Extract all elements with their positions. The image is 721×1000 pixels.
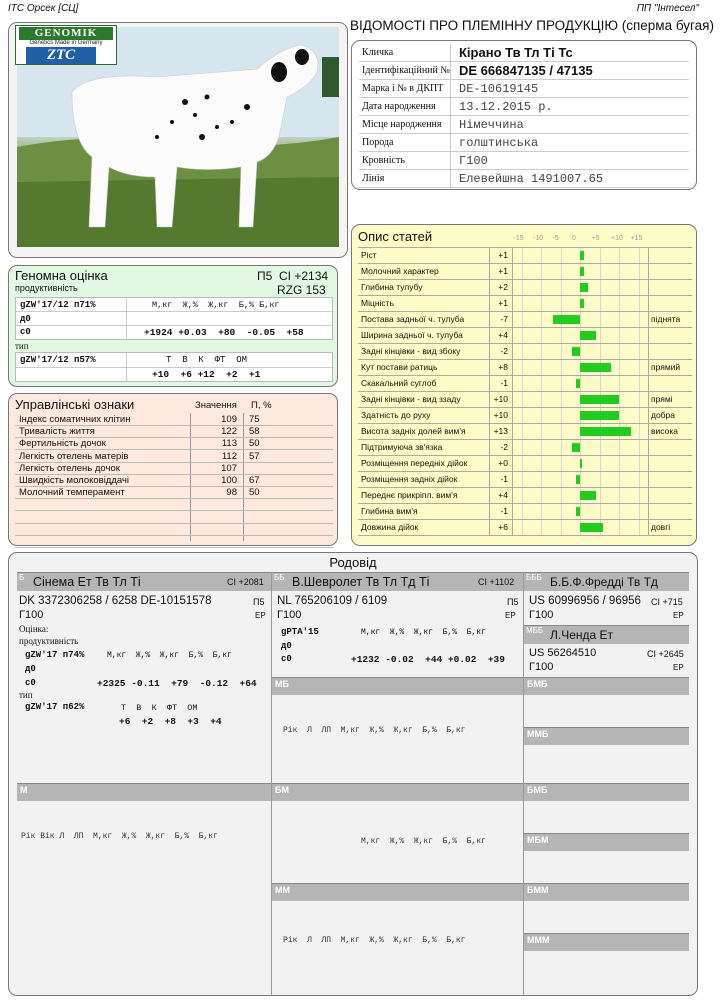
mgmt-col-percent: П, % — [251, 400, 272, 411]
pedigree-bmb-header — [524, 677, 689, 695]
opis-bar — [576, 475, 580, 484]
mgmt-col-value: Значення — [195, 400, 237, 411]
mgmt-row-percent: 67 — [249, 475, 260, 486]
info-row — [359, 62, 689, 80]
info-key: Ідентифікаційний № — [359, 62, 451, 80]
opis-trait-name: Висота задніх долей вим'я — [361, 426, 466, 436]
info-value: Кірано Тв Тл Ті Тс — [459, 45, 573, 60]
info-key: Кличка — [359, 44, 451, 62]
opis-tick-label: -5 — [552, 235, 559, 242]
b-tv: +6 +2 +8 +3 +4 — [119, 716, 222, 727]
mbb-ep: ЕР — [673, 663, 684, 672]
opis-bar — [580, 299, 584, 308]
mbb-id: US 56264510 — [529, 647, 597, 659]
opis-title: Опис статей — [358, 229, 433, 244]
opis-trait-value: +2 — [498, 282, 508, 292]
opis-trait-value: +10 — [493, 394, 508, 404]
info-row — [359, 116, 689, 134]
b-p5: П5 — [253, 597, 265, 607]
pedigree-mm-header-tag: ММ — [275, 885, 290, 895]
tag-bbb: БББ — [526, 573, 542, 582]
b-tip: тип — [19, 690, 33, 700]
mgmt-row-value: 112 — [221, 450, 237, 462]
opis-trait-value: +13 — [493, 426, 508, 436]
info-key: Дата народження — [359, 98, 451, 116]
genome-rzg: RZG 153 — [277, 283, 326, 297]
header-left: ITC Орсек [СЦ] — [8, 3, 79, 14]
genomik-ztc-logo: GENOMIK Genetics Made in Germany ZTC — [15, 25, 117, 65]
opis-bar — [580, 283, 588, 292]
page-title: ВІДОМОСТІ ПРО ПЛЕМІННУ ПРОДУКЦІЮ (сперма бугая) — [350, 18, 714, 33]
opis-trait-name: Задні кінцівки - вид збоку — [361, 346, 461, 356]
genome-ci: CI +2134 — [279, 269, 329, 283]
info-row — [359, 152, 689, 170]
pedigree-bmm-header — [524, 883, 689, 901]
opis-tick-label: +15 — [630, 235, 643, 242]
genome-type-values: +10 +6 +12 +2 +1 — [152, 369, 261, 380]
opis-trait-name: Підтримуюча зв'язка — [361, 442, 443, 452]
opis-trait-desc: добра — [651, 410, 676, 420]
mgmt-row-value: 98 — [226, 487, 237, 499]
m-cols: Рік Вік Л ЛП М,кг Ж,% Ж,кг Б,% Б,кг — [21, 832, 218, 841]
info-row — [359, 170, 689, 188]
info-key: Марка і № в ДКПТ — [359, 80, 451, 98]
mgmt-row-label: Молочний темперамент — [19, 487, 125, 499]
pedigree-mbm-header — [524, 833, 689, 851]
opis-trait-value: +1 — [498, 250, 508, 260]
pedigree-bm-header-tag: БМ — [275, 785, 289, 795]
opis-trait-name: Глибина тулубу — [361, 282, 423, 292]
b-ocinka: Оцінка: — [19, 624, 49, 634]
genome-type-label: тип — [15, 341, 29, 351]
mgmt-title: Управлінські ознаки — [15, 397, 135, 412]
opis-trait-value: +8 — [498, 362, 508, 372]
genome-prod-label: продуктивність — [15, 283, 78, 293]
opis-bar — [580, 427, 631, 436]
b-cols: М,кг Ж,% Ж,кг Б,% Б,кг — [107, 651, 232, 660]
bb-name: В.Шевролет Тв Тл Тд Ті — [292, 575, 430, 589]
opis-tick-label: -10 — [533, 235, 544, 242]
b-cols2: Т В К ФТ ОМ — [121, 703, 198, 713]
bb-c0v: +1232 -0.02 +44 +0.02 +39 — [351, 654, 505, 665]
pedigree-mm-header — [272, 883, 523, 901]
info-value: Німеччина — [459, 118, 524, 132]
b-h: gZW'17 п74% — [25, 650, 85, 660]
pedigree-m-header — [17, 783, 271, 801]
bbb-g: Г100 — [529, 609, 554, 621]
mbb-name: Л.Ченда Ет — [550, 628, 614, 642]
genome-prod-cols: М,кг Ж,% Ж,кг Б,% Б,кг — [152, 300, 280, 310]
b-id: DK 3372306258 / 6258 DE-10151578 — [19, 595, 212, 607]
genomic-evaluation-panel — [8, 265, 338, 387]
bb-ep: ЕР — [505, 611, 516, 620]
opis-trait-name: Глибина вим'я — [361, 506, 418, 516]
b-prod: продуктивність — [19, 636, 79, 646]
mgmt-row-percent: 50 — [249, 487, 260, 499]
genome-type-table — [15, 352, 333, 382]
b-c0v: +2325 -0.11 +79 -0.12 +64 — [97, 678, 257, 689]
genome-p5: П5 — [257, 269, 273, 283]
opis-trait-name: Міцність — [361, 298, 394, 308]
opis-trait-value: +1 — [498, 266, 508, 276]
opis-bar — [572, 443, 580, 452]
opis-trait-desc: піднята — [651, 314, 681, 324]
mgmt-row-percent: 50 — [249, 438, 260, 450]
genome-prod-table — [15, 297, 333, 340]
opis-trait-name: Молочний характер — [361, 266, 439, 276]
info-key: Кровність — [359, 152, 451, 170]
pedigree-mbm-header-tag: МБМ — [527, 835, 549, 845]
opis-bar — [580, 411, 619, 420]
header-right: ПП "Інтесел" — [636, 3, 699, 14]
opis-bar — [580, 459, 582, 468]
bb-c0: с0 — [281, 654, 292, 664]
mgmt-row-percent: 58 — [249, 426, 260, 438]
opis-trait-name: Розміщення задніх дійок — [361, 474, 458, 484]
opis-bar — [553, 315, 580, 324]
opis-trait-value: +10 — [493, 410, 508, 420]
opis-trait-value: -1 — [500, 378, 508, 388]
opis-trait-value: -7 — [500, 314, 508, 324]
opis-trait-value: +1 — [498, 298, 508, 308]
mgmt-row-label: Тривалість життя — [19, 426, 95, 438]
opis-trait-name: Розміщення передніх дійок — [361, 458, 468, 468]
genome-type-cols: Т В К ФТ ОМ — [166, 355, 248, 365]
opis-bar — [576, 379, 580, 388]
tag-mbb: МББ — [526, 626, 544, 635]
opis-trait-value: +4 — [498, 490, 508, 500]
conformation-panel — [351, 224, 697, 546]
b-d0: д0 — [25, 664, 36, 674]
bull-photo-frame — [8, 22, 348, 258]
bbb-ci: CI +715 — [651, 597, 683, 607]
opis-tick-label: +10 — [611, 235, 623, 242]
opis-trait-value: +0 — [498, 458, 508, 468]
mgmt-row-label: Легкість отелень дочок — [19, 462, 120, 474]
opis-trait-value: -2 — [500, 442, 508, 452]
opis-trait-desc: прямі — [651, 394, 673, 404]
info-row — [359, 44, 689, 62]
pedigree-bmb2-header — [524, 783, 689, 801]
opis-trait-name: Задні кінцівки - вид ззаду — [361, 394, 461, 404]
mbb-g: Г100 — [529, 661, 554, 673]
opis-tick-label: 0 — [572, 235, 576, 242]
mgmt-row-value: 113 — [221, 438, 237, 450]
info-row — [359, 134, 689, 152]
mgmt-row-percent: 75 — [249, 414, 260, 425]
pedigree-bb-header — [272, 572, 523, 591]
mgmt-row-percent: 57 — [249, 450, 260, 462]
b-name: Сінема Ет Тв Тл Ті — [33, 575, 141, 589]
genome-title: Геномна оцінка — [15, 268, 108, 283]
opis-trait-name: Ширина задньої ч. тулуба — [361, 330, 463, 340]
tag-b: Б — [19, 573, 25, 582]
info-key: Лінія — [359, 170, 451, 188]
info-row — [359, 80, 689, 98]
opis-trait-name: Переднє прикріпл. вим'я — [361, 490, 458, 500]
opis-trait-value: +4 — [498, 330, 508, 340]
mgmt-row-value: 100 — [221, 475, 237, 486]
pedigree-mb-header — [272, 677, 523, 695]
mgmt-row-label: Індекс соматичних клітин — [19, 414, 131, 425]
pedigree-bmm-header-tag: БММ — [527, 885, 549, 895]
opis-tick-label: +5 — [591, 235, 600, 242]
mm-cols: Рік Л ЛП М,кг Ж,% Ж,кг Б,% Б,кг — [283, 936, 466, 945]
info-value: Елевейшна 1491007.65 — [459, 172, 604, 186]
pedigree-mmb-header — [524, 727, 689, 745]
opis-trait-name: Скакальний суглоб — [361, 378, 437, 388]
mgmt-row-label: Фертильність дочок — [19, 438, 106, 450]
opis-trait-name: Кут постави ратиць — [361, 362, 438, 372]
opis-bar — [580, 395, 619, 404]
mb-cols: Рік Л ЛП М,кг Ж,% Ж,кг Б,% Б,кг — [283, 726, 466, 735]
pedigree-mb-header-tag: МБ — [275, 679, 289, 689]
genome-prod-header: gZW'17/12 п71% — [20, 300, 96, 310]
pedigree-mmb-header-tag: ММБ — [527, 729, 549, 739]
info-value: голштинська — [459, 136, 539, 150]
tag-bb: ББ — [274, 573, 285, 582]
bb-cols: М,кг Ж,% Ж,кг Б,% Б,кг — [361, 628, 486, 637]
bb-ci: CI +1102 — [478, 577, 515, 587]
opis-trait-name: Здатність до руху — [361, 410, 431, 420]
b-h2: gZW'17 п62% — [25, 702, 85, 712]
opis-trait-value: -1 — [500, 506, 508, 516]
genome-type-header: gZW'17/12 п57% — [20, 355, 96, 365]
opis-bar — [572, 347, 580, 356]
info-value: DE-10619145 — [459, 82, 539, 96]
opis-bar — [580, 363, 611, 372]
opis-trait-value: -1 — [500, 474, 508, 484]
bb-id: NL 765206109 / 6109 — [277, 595, 388, 607]
pedigree-b-header — [17, 572, 271, 591]
pedigree-panel — [8, 552, 698, 996]
pedigree-bbb-header — [524, 572, 689, 591]
info-row — [359, 98, 689, 116]
genome-d0: д0 — [20, 314, 31, 324]
opis-trait-desc: довгі — [651, 522, 671, 532]
mgmt-row-value: 109 — [221, 414, 237, 425]
opis-bar — [580, 331, 596, 340]
mgmt-table — [15, 413, 333, 541]
mgmt-row-label: Легкість отелень матерів — [19, 450, 129, 462]
bbb-id: US 60996956 / 96956 — [529, 595, 641, 607]
genome-c0-values: +1924 +0.03 +80 -0.05 +58 — [144, 327, 304, 338]
opis-bar — [580, 251, 584, 260]
mgmt-row-value: 107 — [221, 462, 237, 474]
info-value: DE 666847135 / 47135 — [459, 63, 593, 78]
opis-trait-value: -2 — [500, 346, 508, 356]
mgmt-row-value: 122 — [221, 426, 237, 438]
opis-trait-name: Постава задньої ч. тулуба — [361, 314, 465, 324]
opis-trait-name: Довжина дійок — [361, 522, 419, 532]
b-c0: с0 — [25, 678, 36, 688]
bb-d0: д0 — [281, 641, 292, 651]
pedigree-title: Родовід — [329, 555, 377, 570]
bull-info-panel — [351, 40, 697, 190]
bb-h: gPTA'15 — [281, 627, 319, 637]
pedigree-bmb2-header-tag: БМБ — [527, 785, 548, 795]
bb-p5: П5 — [507, 597, 519, 607]
opis-bar — [580, 523, 603, 532]
b-g: Г100 — [19, 609, 44, 621]
pedigree-bmb-header-tag: БМБ — [527, 679, 548, 689]
opis-trait-value: +6 — [498, 522, 508, 532]
pedigree-bm-header — [272, 783, 523, 801]
opis-tick-label: -15 — [513, 235, 524, 242]
pedigree-mmm-header-tag: МММ — [527, 935, 550, 945]
bbb-name: Б.Б.Ф.Фредді Тв Тд — [550, 575, 658, 589]
pedigree-mmm-header — [524, 933, 689, 951]
b-ci: CI +2081 — [227, 577, 264, 587]
pedigree-mbb-header — [524, 625, 689, 644]
genome-c0: с0 — [20, 327, 31, 337]
pedigree-m-header-tag: М — [20, 785, 28, 795]
opis-trait-name: Ріст — [361, 250, 377, 260]
mbb-ci: CI +2645 — [647, 649, 684, 659]
management-traits-panel — [8, 393, 338, 546]
info-value: Г100 — [459, 154, 488, 168]
bm-cols: М,кг Ж,% Ж,кг Б,% Б,кг — [361, 837, 486, 846]
info-value: 13.12.2015 р. — [459, 100, 553, 114]
info-key: Порода — [359, 134, 451, 152]
opis-trait-desc: висока — [651, 426, 678, 436]
opis-bar — [580, 267, 584, 276]
bbb-ep: ЕР — [673, 611, 684, 620]
mgmt-row-label: Швидкість молоковіддачі — [19, 475, 130, 486]
opis-bar — [576, 507, 580, 516]
opis-trait-desc: прямий — [651, 362, 681, 372]
b-ep: ЕР — [255, 611, 266, 620]
bb-g: Г100 — [277, 609, 302, 621]
info-key: Місце народження — [359, 116, 451, 134]
opis-bar — [580, 491, 596, 500]
